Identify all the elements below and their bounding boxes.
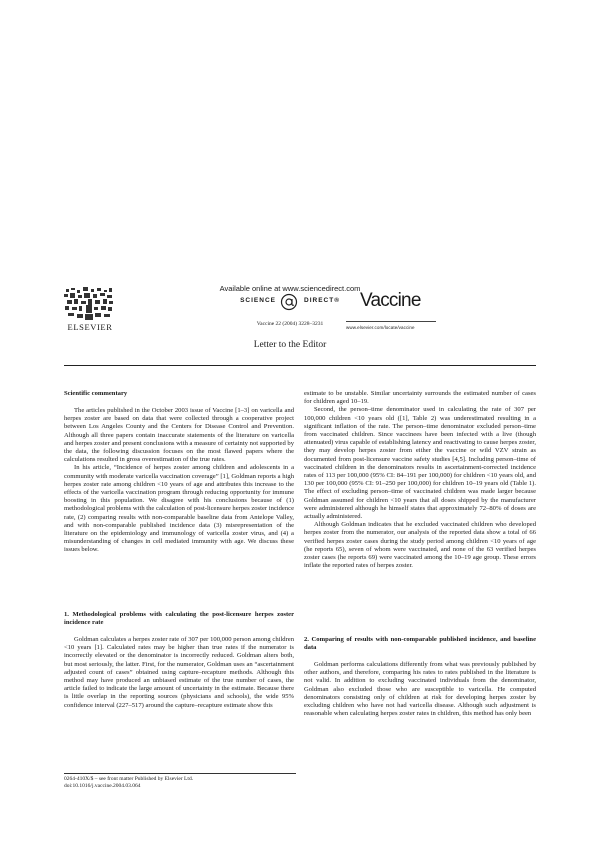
paragraph: Second, the person–time denominator used in calculating the rate of 307 per 100,000 children <10 years old ([1], Table 2) was underestimated resulting in a significant inflation of the rate. The person–time denominator excluded person–time from vaccinated children. Since vaccinees have been infected with a live (though attenuated) virus capable of establishing latency and reactivating to cause herpes zoster, they may develop herpes zoster from either the vaccine or wild VZV strain as documented from post-licensure vaccine safety studies [4,5]. Including person–time of vaccinated children in the denominators results in ascertainment-corrected incidence rates of 113 per 100,000 (95% CI: 84–191 per 100,000) for children <10 years old, and 130 per 100,000 (95% CI: 91–250 per 100,000) for children 10–19 years old (Table 1). The effect of excluding person–time of vaccinated children was made larger because Goldman assumed for children <10 years that all doses shipped by the manufacturer were administered although he himself states that approximately 72–80% of doses are actually administered.: [304, 406, 536, 521]
section-heading: 1. Methodological problems with calculating the post-licensure herpes zoster incidence rate: [64, 611, 294, 627]
sciencedirect-left: SCIENCE: [240, 297, 276, 304]
paragraph: Goldman calculates a herpes zoster rate of 307 per 100,000 person among children <10 years [1]. Calculated rates may be higher than true rates if the numerator is incorrectly elevated or the denominator is incorrectly reduced. Goldman alters both, but most seriously, the latter. First, for the numerator, Goldman uses an “ascertainment adjusted count of cases” obtained using capture–recapture methods. Although this method may have produced an unbiased estimate of the true number of cases, the article failed to indicate the large amount of uncertainty in the estimate. Because there is little overlap in the reporting sources (physicians and schools), the wide 95% confidence interval (227–517) around the capture–recapture estimate show this: [64, 636, 294, 709]
col2-section2: [304, 636, 536, 652]
paragraph: Goldman performs calculations differently from what was previously published by other authors, and therefore, comparing his rates to rates published in the literature is not valid. In addition to excluding vaccinated individuals from the denominator, Goldman also excluded those who are susceptible to varicella. He computed denominators consisting only of children at risk for developing herpes zoster by excluding children who have not had varicella disease. Although such adjustment is reasonable when calculating herpes zoster rates in children, this method has only been: [304, 661, 536, 718]
paragraph: The articles published in the October 2003 issue of Vaccine [1–3] on varicella and herpes zoster are based on data that were collected through a cooperative project between Los Angeles County and the Centers for Disease Control and Prevention. Although all three papers contain inaccurate statements of the literature on varicella and herpes zoster and present conclusions with a measure of certainty not supported by the data, the following discussion focuses on the most flawed papers where the calculations resulted in gross overestimation of the true rates.: [64, 407, 294, 464]
sciencedirect-at-icon: [280, 293, 298, 311]
elsevier-tree-logo: [64, 287, 114, 321]
footer-copyright: 0264-410X/$ – see front matter Published by Elsevier Ltd.: [64, 776, 194, 782]
paragraph: Although Goldman indicates that he excluded vaccinated children who developed herpes zoster from the numerator, our analysis of the reported data show a total of 66 verified herpes zoster cases during the study period among children <10 years of age (he reports 65), seven of whom were vaccinated, and none of the 63 verified herpes zoster cases (he reports 69) were vaccinated among the 10–19 age group. These errors inflate the reported rates of herpes zoster.: [304, 521, 536, 570]
journal-url[interactable]: www.elsevier.com/locate/vaccine: [346, 325, 415, 330]
col1-section1-body: [64, 636, 294, 710]
article-section-type: Letter to the Editor: [253, 340, 327, 350]
sciencedirect-logo: [200, 293, 380, 311]
journal-url-rule: [346, 321, 436, 322]
journal-logo: Vaccine: [360, 290, 421, 311]
col2-body: [304, 390, 536, 570]
paragraph: In his article, “Incidence of herpes zoster among children and adolescents in a community with moderate varicella vaccination coverage” [1], Goldman reports a high herpes zoster rate among children <10 years of age and attributes this increase to the effects of the varicella vaccination program through reducing opportunity for immune boosting in this population. We disagree with his conclusions because of (1) methodological problems with the calculation of post-licensure herpes zoster incidence rate, (2) comparing results with non-comparable baseline data from Antelope Valley, and with non-comparable published incidence data (3) misrepresentation of the literature on the epidemiology and immunology of varicella zoster virus, and (4) a misunderstanding of changes in cell mediated immunity with age. We discuss these issues below.: [64, 464, 294, 554]
footer-doi[interactable]: doi:10.1016/j.vaccine.2004.03.064: [64, 783, 141, 789]
sciencedirect-right: DIRECT®: [304, 297, 340, 304]
paragraph: estimate to be unstable. Similar uncertainty surrounds the estimated number of cases for children aged 10–19.: [304, 390, 536, 406]
publisher-name: ELSEVIER: [67, 322, 113, 332]
section-heading: Scientific commentary: [64, 390, 128, 397]
col1-body: [64, 407, 294, 555]
col1-heading-block: [64, 390, 294, 398]
section-heading: 2. Comparing of results with non-comparable published incidence, and baseline data: [304, 636, 536, 652]
header-divider: [64, 365, 536, 366]
col2-section2-body: [304, 661, 536, 718]
availability-line: Available online at www.sciencedirect.com: [219, 284, 361, 293]
footer: [64, 776, 304, 790]
col1-section1: [64, 611, 294, 627]
journal-citation: Vaccine 22 (2004) 3228–3231: [256, 321, 324, 327]
footer-divider: [64, 773, 296, 774]
